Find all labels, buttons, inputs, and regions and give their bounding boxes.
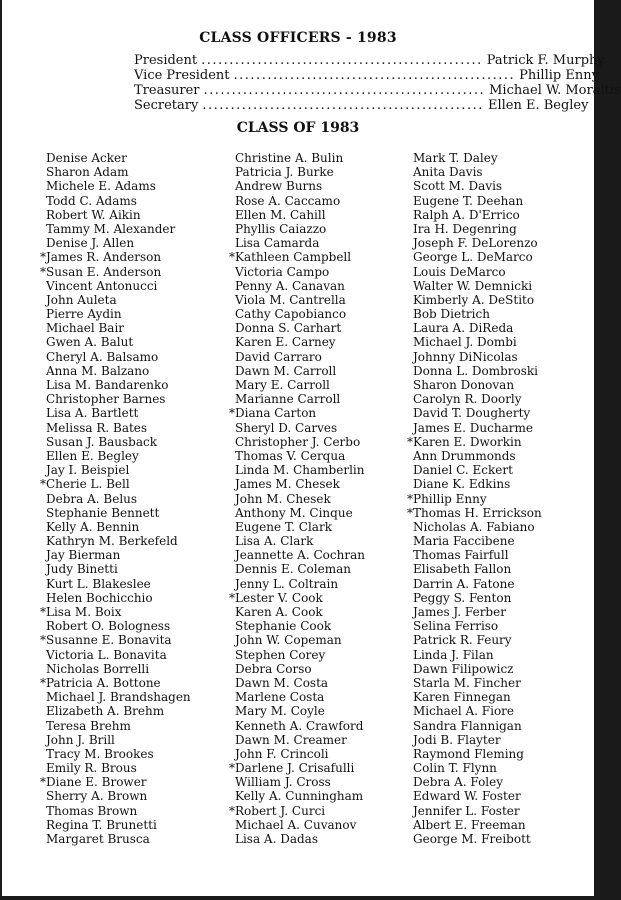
graduate-name: Marlene Costa — [235, 690, 325, 705]
officer-role: Treasurer — [134, 83, 200, 98]
graduate-name: Sheryl D. Carves — [235, 420, 338, 435]
graduate-name: Kelly A. Bennin — [46, 519, 140, 534]
graduate-name: Kimberly A. DeStito — [413, 292, 535, 307]
graduate-name: Jennifer L. Foster — [413, 803, 520, 818]
graduate-name: Jay I. Beispiel — [46, 463, 130, 478]
graduate-name: *Phillip Enny — [407, 491, 487, 506]
officer-row-vice-president — [134, 68, 599, 83]
graduate-name: Thomas V. Cerqua — [235, 448, 346, 463]
graduate-name: Mary E. Carroll — [235, 378, 330, 392]
graduate-name: Karen A. Cook — [235, 605, 323, 619]
graduate-name: George L. DeMarco — [413, 250, 533, 265]
officer-row-secretary — [134, 98, 589, 113]
graduate-name: *Diana Carton — [229, 406, 317, 421]
graduate-name: Darrin A. Fatone — [413, 576, 515, 591]
name-column-2 — [229, 151, 365, 846]
graduate-name: Nicholas A. Fabiano — [413, 519, 535, 534]
officer-name: Ellen E. Begley — [487, 98, 589, 113]
graduate-name: Pierre Aydin — [46, 307, 122, 322]
graduate-name: Elisabeth Fallon — [413, 562, 512, 577]
graduate-name: Rose A. Caccamo — [235, 193, 341, 208]
graduate-name: Helen Bochicchio — [46, 590, 153, 605]
officer-role: Secretary — [134, 98, 199, 113]
graduate-name: Penny A. Canavan — [235, 278, 345, 293]
graduate-name: Stephanie Bennett — [46, 505, 160, 520]
graduate-name: Lisa A. Clark — [235, 534, 314, 549]
graduate-name: James J. Ferber — [413, 605, 506, 619]
graduate-name: Denise Acker — [46, 151, 127, 165]
graduate-name: Lisa A. Dadas — [235, 832, 318, 846]
graduate-name: Debra A. Foley — [413, 775, 504, 790]
graduate-name: Walter W. Demnicki — [413, 278, 533, 293]
graduate-name: Sharon Donovan — [413, 378, 515, 392]
officer-role: Vice President — [134, 68, 230, 83]
graduate-name: Daniel C. Eckert — [413, 463, 513, 478]
officer-role: President — [134, 53, 198, 68]
graduate-name: Michael Bair — [46, 321, 125, 336]
graduate-name: Raymond Fleming — [413, 746, 524, 761]
graduate-name: Laura A. DiReda — [413, 321, 514, 336]
graduate-name: Dawn M. Creamer — [235, 732, 347, 747]
graduate-name: George M. Freibott — [413, 832, 531, 846]
graduate-name: Ralph A. D'Errico — [413, 207, 520, 222]
graduate-name: *Lisa M. Boix — [40, 605, 122, 619]
graduate-name: Melissa R. Bates — [46, 420, 148, 435]
graduate-name: Christopher Barnes — [46, 392, 166, 407]
graduate-name: Ellen M. Cahill — [235, 207, 326, 222]
graduate-name: Louis DeMarco — [413, 264, 506, 279]
graduate-name: Eugene T. Deehan — [413, 193, 524, 208]
graduate-name: Kathryn M. Berkefeld — [46, 534, 178, 549]
graduate-name: Michael A. Fiore — [413, 704, 515, 719]
graduate-name: Thomas Brown — [46, 803, 138, 818]
graduate-name: Dawn M. Costa — [235, 675, 329, 690]
graduate-name: Donna L. Dombroski — [413, 363, 539, 378]
graduate-name: Maria Faccibene — [413, 534, 515, 549]
graduate-name: *Susan E. Anderson — [40, 264, 162, 279]
graduate-name: *Lester V. Cook — [229, 590, 323, 605]
graduate-name: Michael A. Cuvanov — [235, 817, 357, 832]
graduate-name: Elizabeth A. Brehm — [46, 704, 165, 719]
graduate-name: Eugene T. Clark — [235, 519, 332, 534]
graduate-name: Susan J. Bausback — [46, 434, 157, 449]
class-heading: CLASS OF 1983 — [236, 120, 360, 136]
graduate-name: Teresa Brehm — [46, 718, 131, 733]
graduate-name: Robert O. Bologness — [46, 619, 171, 634]
graduate-name: John W. Copeman — [235, 633, 342, 648]
graduate-name: Lisa M. Bandarenko — [46, 378, 169, 392]
graduate-name: James M. Chesek — [235, 477, 340, 492]
graduate-name: Donna S. Carhart — [235, 321, 342, 336]
graduate-name: Michael J. Brandshagen — [46, 690, 191, 705]
graduate-name: Patrick R. Feury — [413, 633, 512, 648]
graduate-name: Jeannette A. Cochran — [235, 548, 365, 563]
graduate-name: *Darlene J. Crisafulli — [229, 761, 355, 776]
graduate-name: Ira H. Degenring — [413, 221, 517, 236]
graduate-name: *Diane E. Brower — [40, 775, 147, 790]
officer-name: Phillip Enny — [519, 68, 599, 83]
graduate-name: Tammy M. Alexander — [46, 221, 176, 236]
name-column-1 — [40, 151, 191, 846]
graduate-name: John Auleta — [46, 292, 117, 307]
graduate-name: Denise J. Allen — [46, 236, 135, 251]
graduate-name: Stephanie Cook — [235, 619, 332, 634]
graduate-name: David T. Dougherty — [413, 406, 531, 421]
graduate-name: Viola M. Cantrella — [235, 292, 346, 307]
officer-name: Michael W. Moraitis — [489, 83, 621, 98]
graduate-name: Mark T. Daley — [413, 151, 498, 165]
graduate-name: Andrew Burns — [235, 179, 323, 194]
graduate-name: Tracy M. Brookes — [46, 746, 154, 761]
graduate-name: Thomas Fairfull — [413, 548, 509, 563]
leader-dots: .................................................. — [202, 98, 484, 113]
officer-row-treasurer — [134, 83, 621, 98]
graduate-name: Cathy Capobianco — [235, 307, 347, 322]
graduate-name: Sherry A. Brown — [46, 789, 148, 804]
graduate-name: Carolyn R. Doorly — [413, 392, 522, 407]
graduate-name: Lisa Camarda — [235, 236, 320, 251]
graduate-name: Sandra Flannigan — [413, 718, 522, 733]
graduate-name: Victoria L. Bonavita — [46, 647, 167, 662]
graduate-name: *Kathleen Campbell — [229, 250, 352, 265]
graduate-name: Stephen Corey — [235, 647, 326, 662]
graduate-name: Patricia J. Burke — [235, 165, 334, 180]
graduate-name: Johnny DiNicolas — [413, 349, 518, 364]
graduate-name: Diane K. Edkins — [413, 477, 511, 492]
graduate-name: *Patricia A. Bottone — [40, 675, 161, 690]
graduate-name: John J. Brill — [46, 732, 115, 747]
graduate-name: Victoria Campo — [235, 264, 330, 279]
graduate-name: Emily R. Brous — [46, 761, 137, 776]
graduate-name: Ann Drummonds — [413, 448, 516, 463]
officers-heading: CLASS OFFICERS - 1983 — [199, 30, 397, 46]
graduate-name: Margaret Brusca — [46, 832, 150, 846]
graduate-name: Debra Corso — [235, 661, 312, 676]
graduate-name: Jenny L. Coltrain — [235, 576, 339, 591]
yearbook-page — [2, 0, 621, 896]
graduate-name: Jay Bierman — [46, 548, 121, 563]
graduate-name: Peggy S. Fenton — [413, 590, 512, 605]
graduate-name: Karen Finnegan — [413, 690, 511, 705]
graduate-name: James E. Ducharme — [413, 420, 533, 435]
graduate-name: Colin T. Flynn — [413, 761, 497, 776]
graduate-name: Ellen E. Begley — [46, 448, 139, 463]
graduate-name: *Karen E. Dworkin — [407, 434, 522, 449]
leader-dots: .................................................. — [233, 68, 516, 83]
graduate-name: William J. Cross — [235, 775, 331, 790]
graduate-name: Phyllis Caiazzo — [235, 221, 327, 236]
graduate-name: Linda M. Chamberlin — [235, 463, 365, 478]
officer-name: Patrick F. Murphy — [486, 53, 605, 68]
graduate-name: Linda J. Filan — [413, 647, 494, 662]
graduate-name: Robert W. Aikin — [46, 207, 141, 222]
officers-list — [134, 53, 621, 113]
graduate-name: Kenneth A. Crawford — [235, 718, 364, 733]
graduate-name: Dawn M. Carroll — [235, 363, 337, 378]
graduate-name: Anita Davis — [413, 165, 483, 180]
graduate-name: David Carraro — [235, 349, 322, 364]
graduate-name: Edward W. Foster — [413, 789, 521, 804]
leader-dots: .................................................. — [203, 83, 486, 98]
graduate-name: Dawn Filipowicz — [413, 661, 514, 676]
graduate-name: Jodi B. Flayter — [413, 732, 501, 747]
officer-row-president — [134, 53, 605, 68]
graduate-name: *James R. Anderson — [40, 250, 162, 265]
graduate-name: Lisa A. Bartlett — [46, 406, 139, 421]
graduate-name: *Susanne E. Bonavita — [40, 633, 172, 648]
graduate-name: Debra A. Belus — [46, 491, 138, 506]
graduate-name: John M. Chesek — [235, 491, 331, 506]
graduate-name: Kurt L. Blakeslee — [46, 576, 151, 591]
graduate-name: *Cherie L. Bell — [40, 477, 130, 492]
graduate-name: John F. Crincoli — [235, 746, 329, 761]
graduate-name: Judy Binetti — [46, 562, 118, 577]
graduate-name: Joseph F. DeLorenzo — [413, 236, 538, 251]
graduate-name: Selina Ferriso — [413, 619, 499, 634]
graduate-name: Starla M. Fincher — [413, 675, 521, 690]
graduate-name: Dennis E. Coleman — [235, 562, 351, 577]
graduate-name: *Thomas H. Errickson — [407, 505, 542, 520]
graduate-name: Sharon Adam — [46, 165, 129, 180]
graduate-name: Anna M. Balzano — [46, 363, 150, 378]
graduate-name: Kelly A. Cunningham — [235, 789, 364, 804]
graduate-name: Albert E. Freeman — [413, 817, 526, 832]
graduate-name: Anthony M. Cinque — [235, 505, 353, 520]
graduate-name: Scott M. Davis — [413, 179, 503, 194]
graduate-name: Nicholas Borrelli — [46, 661, 150, 676]
graduate-name: Vincent Antonucci — [46, 278, 158, 293]
name-column-3 — [407, 151, 542, 846]
graduate-name: Karen E. Carney — [235, 335, 336, 350]
graduate-name: Regina T. Brunetti — [46, 817, 157, 832]
graduate-name: Michele E. Adams — [46, 179, 156, 194]
graduate-name: Mary M. Coyle — [235, 704, 325, 719]
graduate-name: Christine A. Bulin — [235, 151, 344, 165]
leader-dots: .................................................. — [201, 53, 483, 68]
graduate-name: Christopher J. Cerbo — [235, 434, 361, 449]
graduate-name: Gwen A. Balut — [46, 335, 134, 350]
graduate-name: *Robert J. Curci — [229, 803, 326, 818]
graduate-name: Michael J. Dombi — [413, 335, 517, 350]
graduate-name: Marianne Carroll — [235, 392, 341, 407]
graduate-name: Todd C. Adams — [46, 193, 137, 208]
graduate-name: Bob Dietrich — [413, 307, 490, 322]
graduate-name: Cheryl A. Balsamo — [46, 349, 159, 364]
